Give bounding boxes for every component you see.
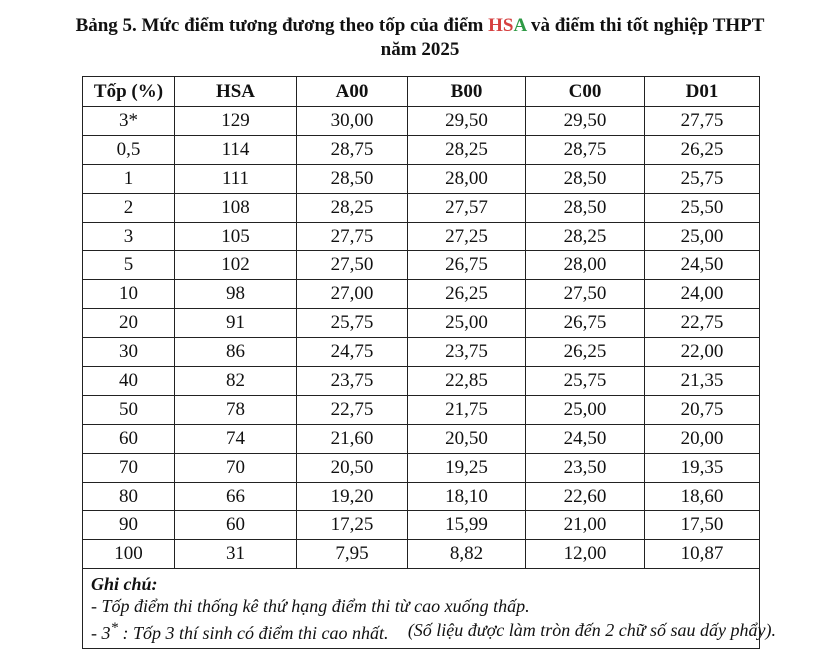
table-cell: 26,25 xyxy=(408,280,526,309)
table-cell: 24,00 xyxy=(645,280,760,309)
table-cell: 27,75 xyxy=(645,107,760,136)
table-cell: 27,50 xyxy=(526,280,645,309)
table-row xyxy=(83,107,760,136)
notes-line-2-prefix: - 3 xyxy=(91,623,111,644)
table-cell: 20,00 xyxy=(645,424,760,453)
table-cell: 17,25 xyxy=(297,511,408,540)
table-cell: 28,50 xyxy=(526,164,645,193)
notes-line-1: - Tốp điểm thi thống kê thứ hạng điểm thi từ cao xuống thấp. xyxy=(91,596,530,617)
table-cell: 31 xyxy=(175,540,297,569)
table-row xyxy=(83,251,760,280)
table-cell: 21,35 xyxy=(645,367,760,396)
column-header: Tốp (%) xyxy=(83,77,175,107)
table-cell: 26,25 xyxy=(645,135,760,164)
table-cell: 3* xyxy=(83,107,175,136)
table-cell: 82 xyxy=(175,367,297,396)
table-cell: 27,50 xyxy=(297,251,408,280)
table-cell: 25,75 xyxy=(645,164,760,193)
table-cell: 86 xyxy=(175,338,297,367)
table-cell: 91 xyxy=(175,309,297,338)
table-header-row xyxy=(83,77,760,107)
notes-line-2-sup: * xyxy=(110,620,118,637)
table-cell: 114 xyxy=(175,135,297,164)
table-cell: 28,25 xyxy=(408,135,526,164)
table-cell: 28,75 xyxy=(297,135,408,164)
table-cell: 21,60 xyxy=(297,424,408,453)
table-cell: 100 xyxy=(83,540,175,569)
table-cell: 25,00 xyxy=(526,395,645,424)
table-row xyxy=(83,424,760,453)
table-cell: 22,00 xyxy=(645,338,760,367)
table-cell: 30 xyxy=(83,338,175,367)
table-cell: 19,35 xyxy=(645,453,760,482)
table-row xyxy=(83,367,760,396)
title-a-green: A xyxy=(513,15,527,36)
table-cell: 26,25 xyxy=(526,338,645,367)
table-cell: 78 xyxy=(175,395,297,424)
table-cell: 18,10 xyxy=(408,482,526,511)
table-cell: 22,75 xyxy=(297,395,408,424)
table-cell: 25,75 xyxy=(526,367,645,396)
table-title xyxy=(0,14,840,62)
table-row xyxy=(83,280,760,309)
table-row xyxy=(83,453,760,482)
table-cell: 40 xyxy=(83,367,175,396)
table-cell: 26,75 xyxy=(526,309,645,338)
table-row xyxy=(83,540,760,569)
table-cell: 28,75 xyxy=(526,135,645,164)
table-cell: 24,50 xyxy=(645,251,760,280)
table-row xyxy=(83,309,760,338)
table-cell: 25,00 xyxy=(408,309,526,338)
table-cell: 60 xyxy=(175,511,297,540)
table-row xyxy=(83,511,760,540)
column-header: D01 xyxy=(645,77,760,107)
table-cell: 23,50 xyxy=(526,453,645,482)
table-cell: 108 xyxy=(175,193,297,222)
table-cell: 98 xyxy=(175,280,297,309)
table-cell: 5 xyxy=(83,251,175,280)
table-cell: 23,75 xyxy=(297,367,408,396)
table-cell: 60 xyxy=(83,424,175,453)
title-suffix: và điểm thi tốt nghiệp THPT xyxy=(526,15,765,36)
table-cell: 25,50 xyxy=(645,193,760,222)
table-row xyxy=(83,338,760,367)
table-cell: 28,25 xyxy=(526,222,645,251)
table-cell: 27,25 xyxy=(408,222,526,251)
table-cell: 28,50 xyxy=(297,164,408,193)
table-cell: 70 xyxy=(175,453,297,482)
table-cell: 50 xyxy=(83,395,175,424)
table-cell: 10 xyxy=(83,280,175,309)
table-cell: 19,25 xyxy=(408,453,526,482)
column-header: C00 xyxy=(526,77,645,107)
table-cell: 0,5 xyxy=(83,135,175,164)
table-cell: 111 xyxy=(175,164,297,193)
table-cell: 27,75 xyxy=(297,222,408,251)
table-cell: 66 xyxy=(175,482,297,511)
title-line-1 xyxy=(0,14,840,38)
table-cell: 3 xyxy=(83,222,175,251)
table-row xyxy=(83,222,760,251)
table-row xyxy=(83,395,760,424)
table-cell: 17,50 xyxy=(645,511,760,540)
score-table xyxy=(82,76,760,649)
table-cell: 25,75 xyxy=(297,309,408,338)
table-cell: 25,00 xyxy=(645,222,760,251)
notes-line-2-suffix: : Tốp 3 thí sinh có điểm thi cao nhất. xyxy=(118,623,389,644)
table-cell: 28,00 xyxy=(526,251,645,280)
table-cell: 28,50 xyxy=(526,193,645,222)
table-row xyxy=(83,193,760,222)
table-cell: 12,00 xyxy=(526,540,645,569)
table-cell: 20 xyxy=(83,309,175,338)
table-row xyxy=(83,135,760,164)
table-cell: 27,57 xyxy=(408,193,526,222)
title-hs-red: HS xyxy=(488,15,514,36)
table-cell: 20,50 xyxy=(297,453,408,482)
table-cell: 1 xyxy=(83,164,175,193)
table-cell: 26,75 xyxy=(408,251,526,280)
column-header: B00 xyxy=(408,77,526,107)
column-header: A00 xyxy=(297,77,408,107)
table-cell: 10,87 xyxy=(645,540,760,569)
table-cell: 29,50 xyxy=(526,107,645,136)
rounding-note: (Số liệu được làm tròn đến 2 chữ số sau dấy phẩy). xyxy=(407,620,776,640)
table-body xyxy=(83,107,760,569)
table-cell: 22,75 xyxy=(645,309,760,338)
table-cell: 18,60 xyxy=(645,482,760,511)
table-cell: 20,50 xyxy=(408,424,526,453)
table-cell: 21,00 xyxy=(526,511,645,540)
table-cell: 24,75 xyxy=(297,338,408,367)
title-prefix: Bảng 5. Mức điểm tương đương theo tốp của điểm xyxy=(75,15,489,36)
table-cell: 22,60 xyxy=(526,482,645,511)
column-header: HSA xyxy=(175,77,297,107)
table-cell: 102 xyxy=(175,251,297,280)
table-cell: 15,99 xyxy=(408,511,526,540)
table-cell: 19,20 xyxy=(297,482,408,511)
table-cell: 24,50 xyxy=(526,424,645,453)
table-row xyxy=(83,164,760,193)
table-cell: 105 xyxy=(175,222,297,251)
table-cell: 28,25 xyxy=(297,193,408,222)
table-cell: 21,75 xyxy=(408,395,526,424)
notes-heading: Ghi chú: xyxy=(91,574,158,595)
table-cell: 80 xyxy=(83,482,175,511)
table-cell: 28,00 xyxy=(408,164,526,193)
table-row xyxy=(83,482,760,511)
table-cell: 129 xyxy=(175,107,297,136)
table-cell: 23,75 xyxy=(408,338,526,367)
table-cell: 29,50 xyxy=(408,107,526,136)
title-line-2: năm 2025 xyxy=(380,39,460,60)
table-cell: 20,75 xyxy=(645,395,760,424)
table-cell: 22,85 xyxy=(408,367,526,396)
table-cell: 90 xyxy=(83,511,175,540)
table-cell: 8,82 xyxy=(408,540,526,569)
table-cell: 27,00 xyxy=(297,280,408,309)
table-cell: 2 xyxy=(83,193,175,222)
table-cell: 30,00 xyxy=(297,107,408,136)
table-cell: 70 xyxy=(83,453,175,482)
table-cell: 74 xyxy=(175,424,297,453)
table-cell: 7,95 xyxy=(297,540,408,569)
